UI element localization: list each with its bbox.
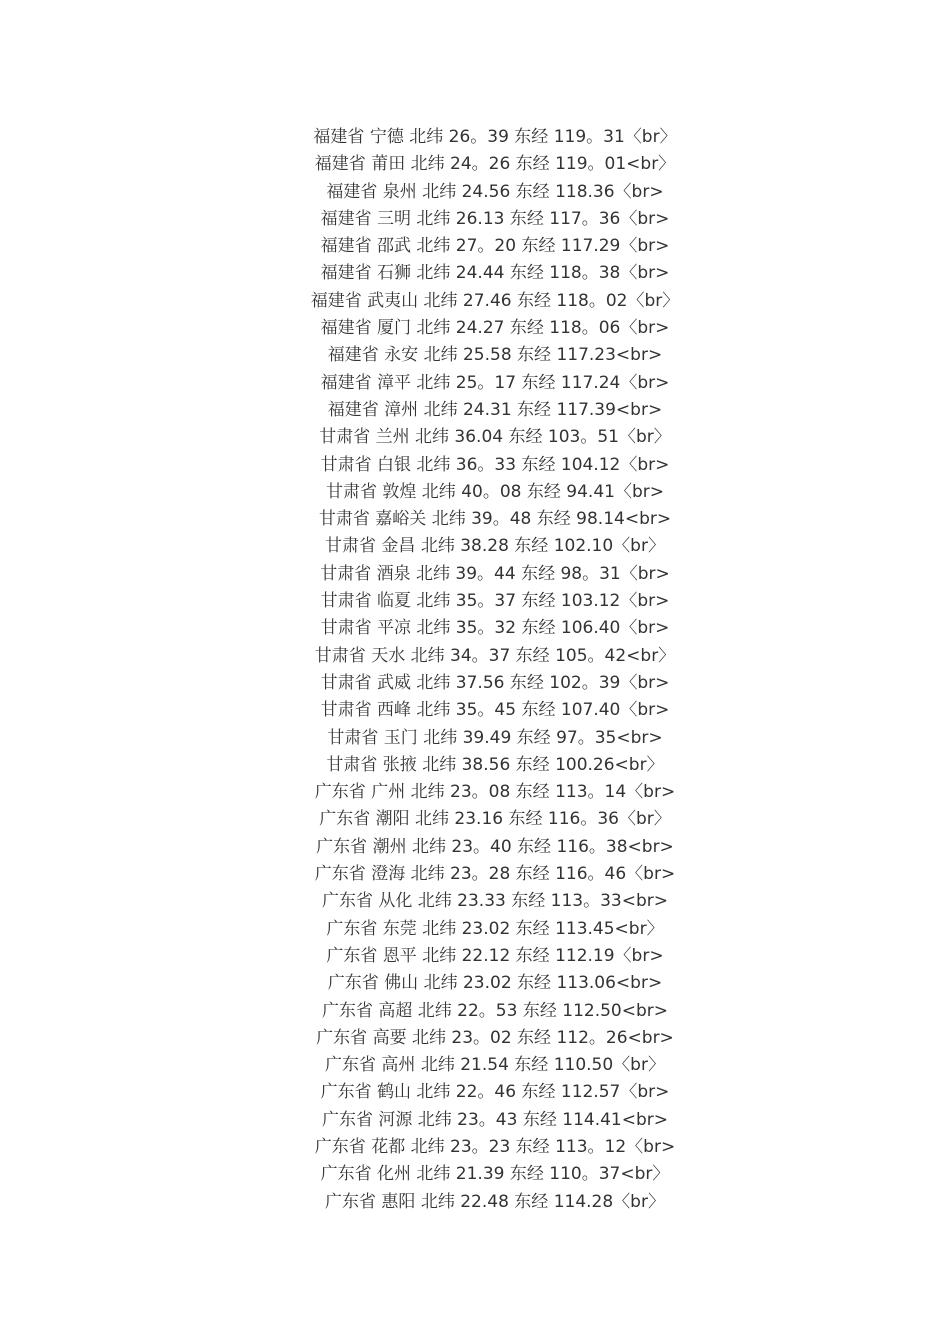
list-item: 福建省 泉州 北纬 24.56 东经 118.36〈br> xyxy=(326,181,664,202)
list-item: 广东省 高超 北纬 22。53 东经 112.50<br> xyxy=(321,1000,669,1021)
list-item: 福建省 漳州 北纬 24.31 东经 117.39<br> xyxy=(327,399,663,420)
list-item: 福建省 石狮 北纬 24.44 东经 118。38〈br> xyxy=(320,263,670,284)
list-item: 广东省 广州 北纬 23。08 东经 113。14〈br> xyxy=(314,782,676,803)
list-item: 广东省 花都 北纬 23。23 东经 113。12〈br> xyxy=(314,1136,676,1157)
list-item: 广东省 恩平 北纬 22.12 东经 112.19〈br> xyxy=(326,945,664,966)
list-item: 广东省 化州 北纬 21.39 东经 110。37<br〉 xyxy=(320,1164,670,1185)
coordinate-list xyxy=(300,124,690,1216)
list-item: 甘肃省 酒泉 北纬 39。44 东经 98。31〈br> xyxy=(320,563,670,584)
list-item: 甘肃省 西峰 北纬 35。45 东经 107.40〈br> xyxy=(320,700,670,721)
list-item: 甘肃省 张掖 北纬 38.56 东经 100.26<br〉 xyxy=(326,754,664,775)
list-item: 福建省 武夷山 北纬 27.46 东经 118。02〈br〉 xyxy=(310,290,680,311)
list-item: 广东省 河源 北纬 23。43 东经 114.41<br> xyxy=(321,1109,669,1130)
list-item: 甘肃省 白银 北纬 36。33 东经 104.12〈br> xyxy=(320,454,670,475)
list-item: 广东省 潮阳 北纬 23.16 东经 116。36〈br〉 xyxy=(319,809,671,830)
list-item: 广东省 佛山 北纬 23.02 东经 113.06<br> xyxy=(327,973,663,994)
list-item: 甘肃省 金昌 北纬 38.28 东经 102.10〈br〉 xyxy=(325,536,665,557)
list-item: 甘肃省 兰州 北纬 36.04 东经 103。51〈br〉 xyxy=(319,427,671,448)
list-item: 广东省 澄海 北纬 23。28 东经 116。46〈br> xyxy=(314,864,676,885)
list-item: 甘肃省 天水 北纬 34。37 东经 105。42<br〉 xyxy=(314,645,676,666)
list-item: 广东省 鹤山 北纬 22。46 东经 112.57〈br> xyxy=(320,1082,670,1103)
list-item: 福建省 漳平 北纬 25。17 东经 117.24〈br> xyxy=(320,372,670,393)
list-item: 甘肃省 平凉 北纬 35。32 东经 106.40〈br> xyxy=(320,618,670,639)
list-item: 广东省 高要 北纬 23。02 东经 112。26<br> xyxy=(316,1027,674,1048)
list-item: 甘肃省 敦煌 北纬 40。08 东经 94.41〈br> xyxy=(326,481,664,502)
list-item: 福建省 邵武 北纬 27。20 东经 117.29〈br> xyxy=(320,236,670,257)
list-item: 福建省 永安 北纬 25.58 东经 117.23<br> xyxy=(327,345,663,366)
list-item: 福建省 宁德 北纬 26。39 东经 119。31〈br〉 xyxy=(313,127,677,147)
list-item: 广东省 潮州 北纬 23。40 东经 116。38<br> xyxy=(316,836,674,857)
list-item: 福建省 莆田 北纬 24。26 东经 119。01<br〉 xyxy=(314,154,676,175)
list-item: 广东省 惠阳 北纬 22.48 东经 114.28〈br〉 xyxy=(325,1191,665,1212)
list-item: 甘肃省 临夏 北纬 35。37 东经 103.12〈br> xyxy=(320,591,670,612)
list-item: 甘肃省 嘉峪关 北纬 39。48 东经 98.14<br> xyxy=(318,509,672,530)
list-item: 福建省 三明 北纬 26.13 东经 117。36〈br> xyxy=(320,208,670,229)
list-item: 广东省 东莞 北纬 23.02 东经 113.45<br〉 xyxy=(326,918,664,939)
list-item: 甘肃省 武威 北纬 37.56 东经 102。39〈br> xyxy=(320,672,670,693)
list-item: 福建省 厦门 北纬 24.27 东经 118。06〈br> xyxy=(320,318,670,339)
list-item: 甘肃省 玉门 北纬 39.49 东经 97。35<br> xyxy=(327,727,663,748)
list-item: 广东省 从化 北纬 23.33 东经 113。33<br> xyxy=(321,891,669,912)
list-item: 广东省 高州 北纬 21.54 东经 110.50〈br〉 xyxy=(325,1055,665,1076)
